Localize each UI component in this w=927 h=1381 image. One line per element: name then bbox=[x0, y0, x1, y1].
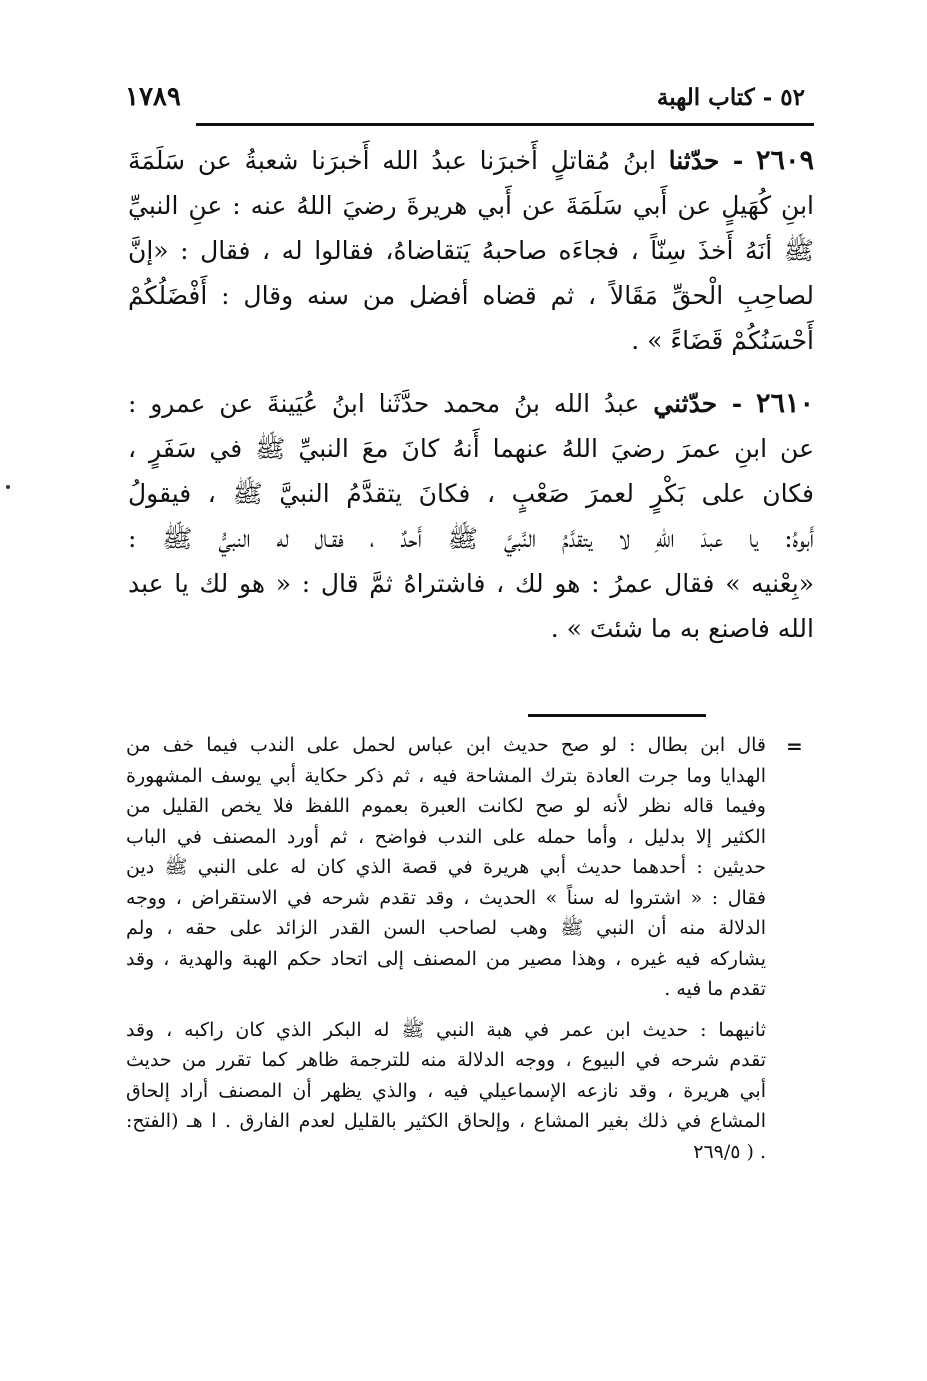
hadith-line: «بِعْنيه » فقال عمرُ : هو لك ، فاشتراهُ ثمَّ قال : « هو لك يا عبد bbox=[128, 569, 814, 598]
hadith-2610 bbox=[128, 381, 814, 651]
footnote-line: يشاركه فيه غيره ، وهذا مصير من المصنف إلى اتحاد حكم الهبة والهدية ، وقد bbox=[126, 947, 766, 970]
hadith-line: عن ابنِ عمرَ رضيَ اللهُ عنهما أَنهُ كانَ معَ النبيِّ ﷺ في سَفَرٍ ، bbox=[128, 434, 814, 463]
footnote-line: ثانيهما : حديث ابن عمر في هبة النبي ﷺ له البكر الذي كان راكبه ، وقد bbox=[126, 1018, 766, 1041]
page-number: ١٧٨٩ bbox=[125, 82, 181, 112]
hadith-line: أَبوهُ: يا عبدَ اللهِ لا يتقدَّمُ النَّبيَّ ﷺ أَحدٌ ، فقـال له النبيُّ ﷺ : bbox=[128, 524, 814, 553]
footnote-line: أبي هريرة ، وقد نازعه الإسماعيلي فيه ، والذي يظهر أن المصنف أراد إلحاق bbox=[126, 1079, 766, 1102]
main-text bbox=[128, 138, 814, 669]
hadith-number: ٢٦١٠ bbox=[756, 388, 814, 419]
footnote-line: المشاع في ذلك بغير المشاع ، وإلحاق الكثير بالقليل لعدم الفارق . ا هـ (الفتح: bbox=[126, 1110, 766, 1132]
hadith-lead: - حدّثني bbox=[653, 389, 743, 418]
hadith-line: لصاحِبِ الْحقِّ مَقَالاً ، ثم قضاه أفضل من سنه وقال : أَفْضَلُكُمْ bbox=[128, 281, 814, 310]
footnote-continuation-marker: = bbox=[786, 734, 803, 758]
hadith-line: فكان على بَكْرٍ لعمرَ صَعْبٍ ، فكانَ يتقدَّمُ النبيَّ ﷺ ، فيقولُ bbox=[128, 479, 814, 508]
footnote-line: الكثير إلا بدليل ، وأما حمله على الندب فواضح ، ثم أورد المصنف في الباب bbox=[126, 825, 766, 848]
footnote-line: قال ابن بطال : لو صح حديث ابن عباس لحمل على الندب فيما خف من bbox=[126, 734, 766, 756]
hadith-line bbox=[128, 138, 814, 183]
footnote-line: حديثين : أحدهما حديث أبي هريرة في قصة الذي كان له على النبي ﷺ دين bbox=[126, 856, 766, 878]
chapter-title: ٥٢ - كتاب الهبة bbox=[656, 84, 805, 111]
hadith-number: ٢٦٠٩ bbox=[755, 145, 814, 176]
header-rule bbox=[196, 123, 814, 126]
hadith-line: ﷺ أنَهُ أَخذَ سِنّاً ، فجاءَه صاحبهُ يَتقاضاهُ، فقالوا له ، فقال : «إنَّ bbox=[128, 236, 814, 265]
footnote-line: الدلالة منه أن النبي ﷺ وهب لصاحب السن القدر الزائد على حقه ، ولم bbox=[126, 917, 766, 939]
hadith-lead: - حدّثنا bbox=[668, 146, 744, 175]
hadith-text: ابنُ مُقاتلٍ أَخبرَنا عبدُ الله أَخبرَنا شعبةُ عن سَلَمَةَ bbox=[128, 146, 656, 175]
footnote-paragraph bbox=[126, 730, 766, 1005]
hadith-line: ابنِ كُهَيلٍ عن أَبي سَلَمَةَ عن أَبي هريرةَ رضيَ اللهُ عنه : عنِ النبيِّ bbox=[128, 191, 814, 220]
footnotes bbox=[126, 730, 766, 1177]
footnote-paragraph bbox=[126, 1015, 766, 1168]
footnote-line: فقال : « اشتروا له سناً » الحديث ، وقد تقدم شرحه في الاستقراض ، ووجه bbox=[126, 886, 766, 909]
footnote-line: . ( ٢٦٩/٥ bbox=[693, 1140, 766, 1163]
footnote-line: تقدم ما فيه . bbox=[664, 978, 766, 1000]
footnote-line: وفيما قاله نظر لأنه لو صح لكانت العبرة بعموم اللفظ فلا يخص القليل من bbox=[126, 795, 766, 817]
hadith-line: الله فاصنع به ما شئتَ » . bbox=[550, 614, 814, 643]
hadith-text: عبدُ الله بنُ محمد حدَّثَنا ابنُ عُيَينةَ عن عمرو : bbox=[128, 389, 640, 418]
footnote-line: تقدم شرحه في البيوع ، ووجه الدلالة منه للترجمة ظاهر كما تقرر من حديث bbox=[126, 1049, 766, 1071]
scan-speck bbox=[6, 485, 10, 489]
hadith-line bbox=[128, 381, 814, 426]
footnote-separator bbox=[528, 714, 706, 717]
running-header bbox=[125, 78, 805, 118]
footnote-line: الهدايا وما جرت العادة بترك المشاحة فيه ، ثم ذكر حكاية أبي يوسف المشهورة bbox=[126, 764, 766, 787]
hadith-line: أَحْسَنُكُمْ قَضَاءً » . bbox=[631, 326, 814, 355]
hadith-2609 bbox=[128, 138, 814, 363]
